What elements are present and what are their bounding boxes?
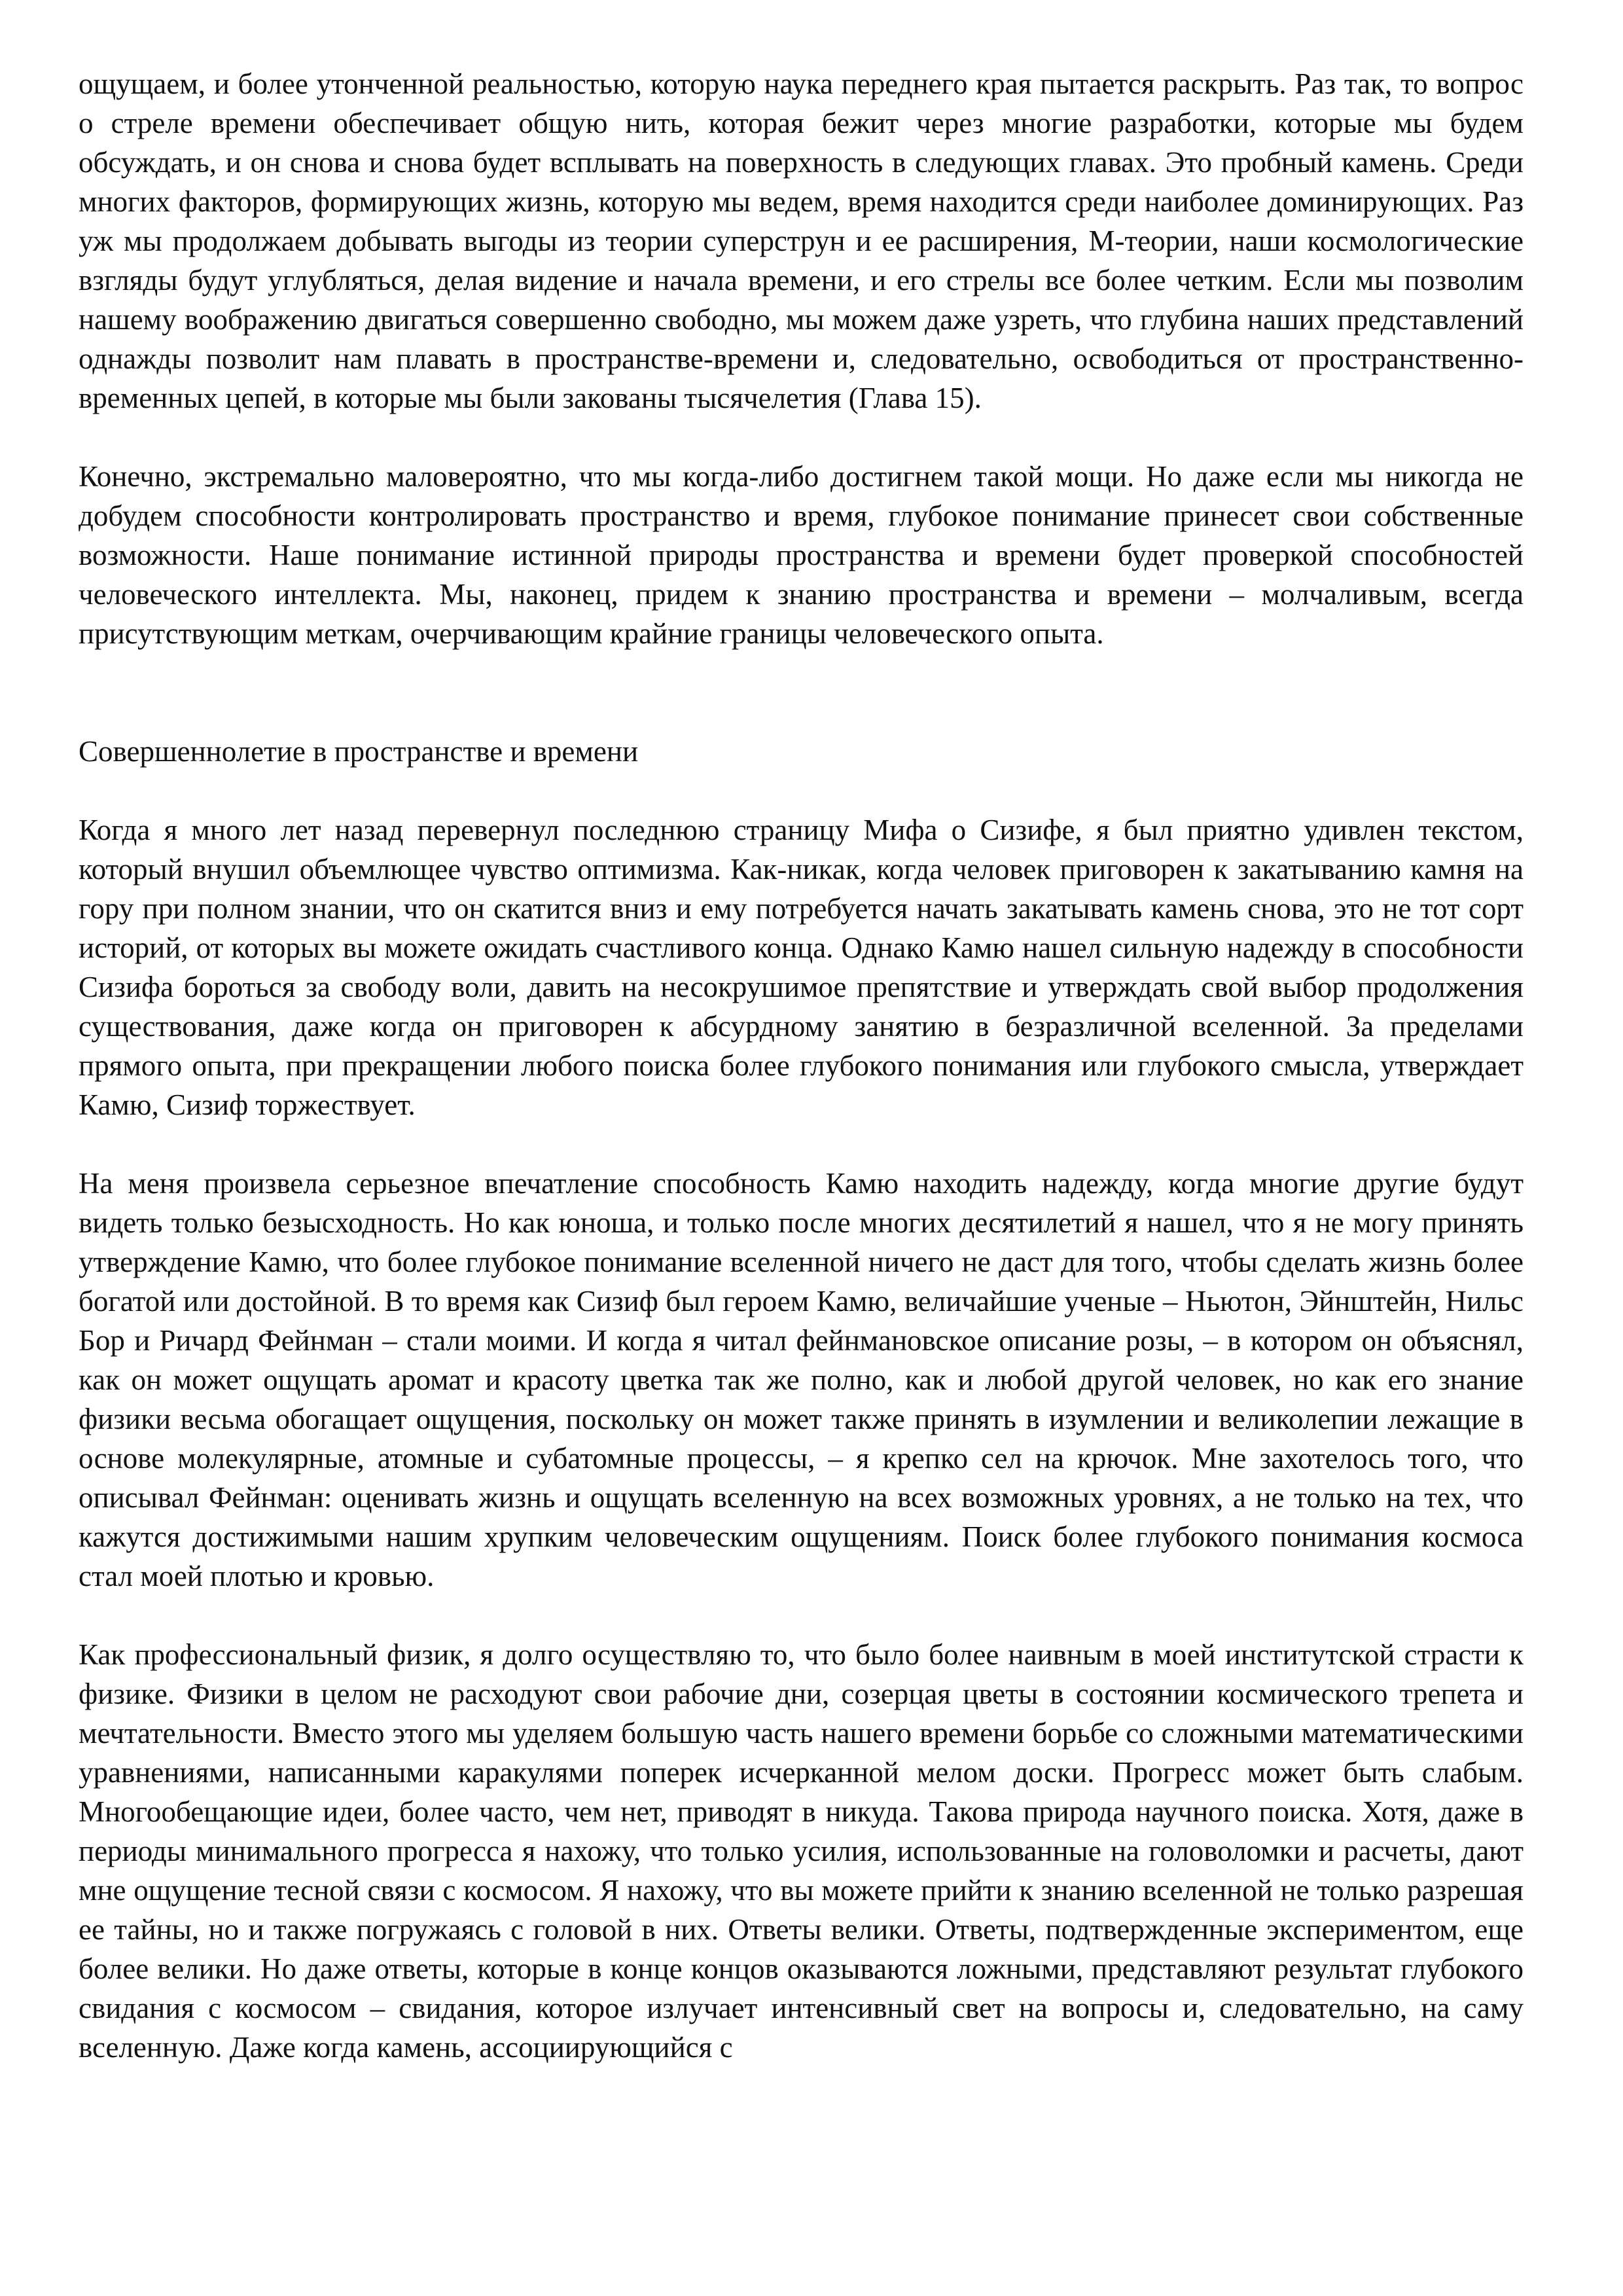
paragraph-sisyphus: Когда я много лет назад перевернул последнюю страницу Мифа о Сизифе, я был приятно удивлен текстом, который внушил объемлющее чувство оптимизма. Как-никак, когда человек приговорен к закатыванию камня на гору при полном знании, что он скатится вниз и ему потребуется начать закатывать камень снова, это не тот сорт историй, от которых вы можете ожидать счастливого конца. Однако Камю нашел сильную надежду в способности Сизифа бороться за свободу воли, давить на несокрушимое препятствие и утверждать свой выбор продолжения существования, даже когда он приговорен к абсурдному занятию в безразличной вселенной. За пределами прямого опыта, при прекращении любого поиска более глубокого понимания или глубокого смысла, утверждает Камю, Сизиф торжествует. — [79, 814, 1524, 1121]
paragraph-feynman: На меня произвела серьезное впечатление способность Камю находить надежду, когда многие другие будут видеть только безысходность. Но как юноша, и только после многих десятилетий я нашел, что я не могу принять утверждение Камю, что более глубокое понимание вселенной ничего не даст для того, чтобы сделать жизнь более богатой или достойной. В то время как Сизиф был героем Камю, величайшие ученые – Ньютон, Эйнштейн, Нильс Бор и Ричард Фейнман – стали моими. И когда я читал фейнмановское описание розы, – в котором он объяснял, как он может ощущать аромат и красоту цветка так же полно, как и любой другой человек, но как его знание физики весьма обогащает ощущения, поскольку он может также принять в изумлении и великолепии лежащие в основе молекулярные, атомные и субатомные процессы, – я крепко сел на крючок. Мне захотелось того, что описывал Фейнман: оценивать жизнь и ощущать вселенную на всех возможных уровнях, а не только на тех, что кажутся достижимыми нашим хрупким человеческим ощущениям. Поиск более глубокого понимания космоса стал моей плотью и кровью. — [79, 1167, 1524, 1592]
paragraph-professional-physicist: Как профессиональный физик, я долго осуществляю то, что было более наивным в моей институтской страсти к физике. Физики в целом не расходуют свои рабочие дни, созерцая цветы в состоянии космического трепета и мечтательности. Вместо этого мы уделяем большую часть нашего времени борьбе со сложными математическими уравнениями, написанными каракулями поперек исчерканной мелом доски. Прогресс может быть слабым. Многообещающие идеи, более часто, чем нет, приводят в никуда. Такова природа научного поиска. Хотя, даже в периоды минимального прогресса я нахожу, что только усилия, использованные на головоломки и расчеты, дают мне ощущение тесной связи с космосом. Я нахожу, что вы можете прийти к знанию вселенной не только разрешая ее тайны, но и также погружаясь с головой в них. Ответы велики. Ответы, подтвержденные экспериментом, еще более велики. Но даже ответы, которые в конце концов оказываются ложными, представляют результат глубокого свидания с космосом – свидания, которое излучает интенсивный свет на вопросы и, следовательно, на саму вселенную. Даже когда камень, ассоциирующийся с — [79, 1638, 1524, 2064]
section-heading: Совершеннолетие в пространстве и времени — [79, 735, 639, 768]
document-page — [79, 64, 1524, 2106]
paragraph-human-experience: Конечно, экстремально маловероятно, что мы когда-либо достигнем такой мощи. Но даже если мы никогда не добудем способности контролировать пространство и время, глубокое понимание принесет свои собственные возможности. Наше понимание истинной природы пространства и времени будет проверкой способностей человеческого интеллекта. Мы, наконец, придем к знанию пространства и времени – молчаливым, всегда присутствующим меткам, очерчивающим крайние границы человеческого опыта. — [79, 460, 1524, 650]
paragraph-arrow-of-time: ощущаем, и более утонченной реальностью, которую наука переднего края пытается раскрыть. Раз так, то вопрос о стреле времени обеспечивает общую нить, которая бежит через многие разработки, которые мы будем обсуждать, и он снова и снова будет всплывать на поверхность в следующих главах. Это пробный камень. Среди многих факторов, формирующих жизнь, которую мы ведем, время находится среди наиболее доминирующих. Раз уж мы продолжаем добывать выгоды из теории суперструн и ее расширения, М-теории, наши космологические взгляды будут углубляться, делая видение и начала времени, и его стрелы все более четким. Если мы позволим нашему воображению двигаться совершенно свободно, мы можем даже узреть, что глубина наших представлений однажды позволит нам плавать в пространстве-времени и, следовательно, освободиться от пространственно-временных цепей, в которые мы были закованы тысячелетия (Глава 15). — [79, 67, 1524, 414]
